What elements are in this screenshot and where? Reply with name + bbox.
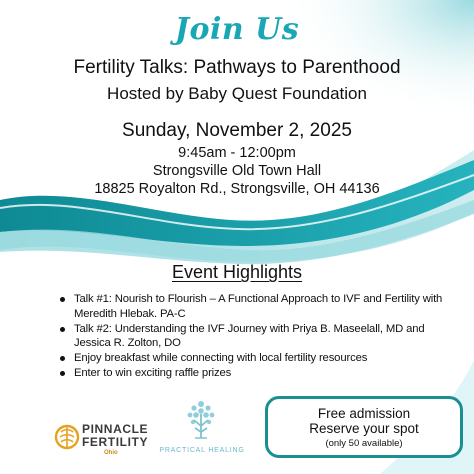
fertility-word: FERTILITY	[82, 435, 149, 449]
free-admission-label: Free admission	[317, 406, 411, 421]
list-item: Enjoy breakfast while connecting with local fertility resources	[58, 351, 458, 366]
list-item: Enter to win exciting raffle prizes	[58, 366, 458, 381]
reserve-spot-label: Reserve your spot	[309, 421, 419, 436]
list-item: Talk #1: Nourish to Flourish – A Functional Approach to IVF and Fertility with Meredith Hlebak. PA-C	[58, 292, 458, 322]
list-item: Talk #2: Understanding the IVF Journey with Priya B. Maseelall, MD and Jessica R. Zolton, DO	[58, 322, 458, 352]
highlights-heading: Event Highlights	[171, 262, 303, 282]
join-us-heading: Join Us	[174, 12, 300, 47]
event-venue: Strongsville Old Town Hall	[152, 163, 322, 179]
highlights-list	[58, 292, 458, 381]
ohio-tag: Ohio	[104, 450, 118, 456]
event-date: Sunday, November 2, 2025	[122, 120, 352, 141]
pinnacle-word: PINNACLE	[82, 422, 149, 436]
pinnacle-fertility-logo	[54, 418, 164, 460]
pinnacle-emblem-icon	[54, 420, 80, 454]
event-title: Fertility Talks: Pathways to Parenthood	[73, 57, 401, 78]
availability-note: (only 50 available)	[325, 438, 403, 449]
event-time: 9:45am - 12:00pm	[178, 145, 296, 161]
practical-healing-logo	[158, 398, 246, 460]
reserve-spot-box	[265, 396, 463, 458]
event-address: 18825 Royalton Rd., Strongsville, OH 44136	[94, 181, 380, 197]
tree-icon	[184, 398, 218, 442]
host-line: Hosted by Baby Quest Foundation	[107, 84, 367, 103]
practical-healing-text: PRACTICAL HEALING	[159, 447, 245, 454]
